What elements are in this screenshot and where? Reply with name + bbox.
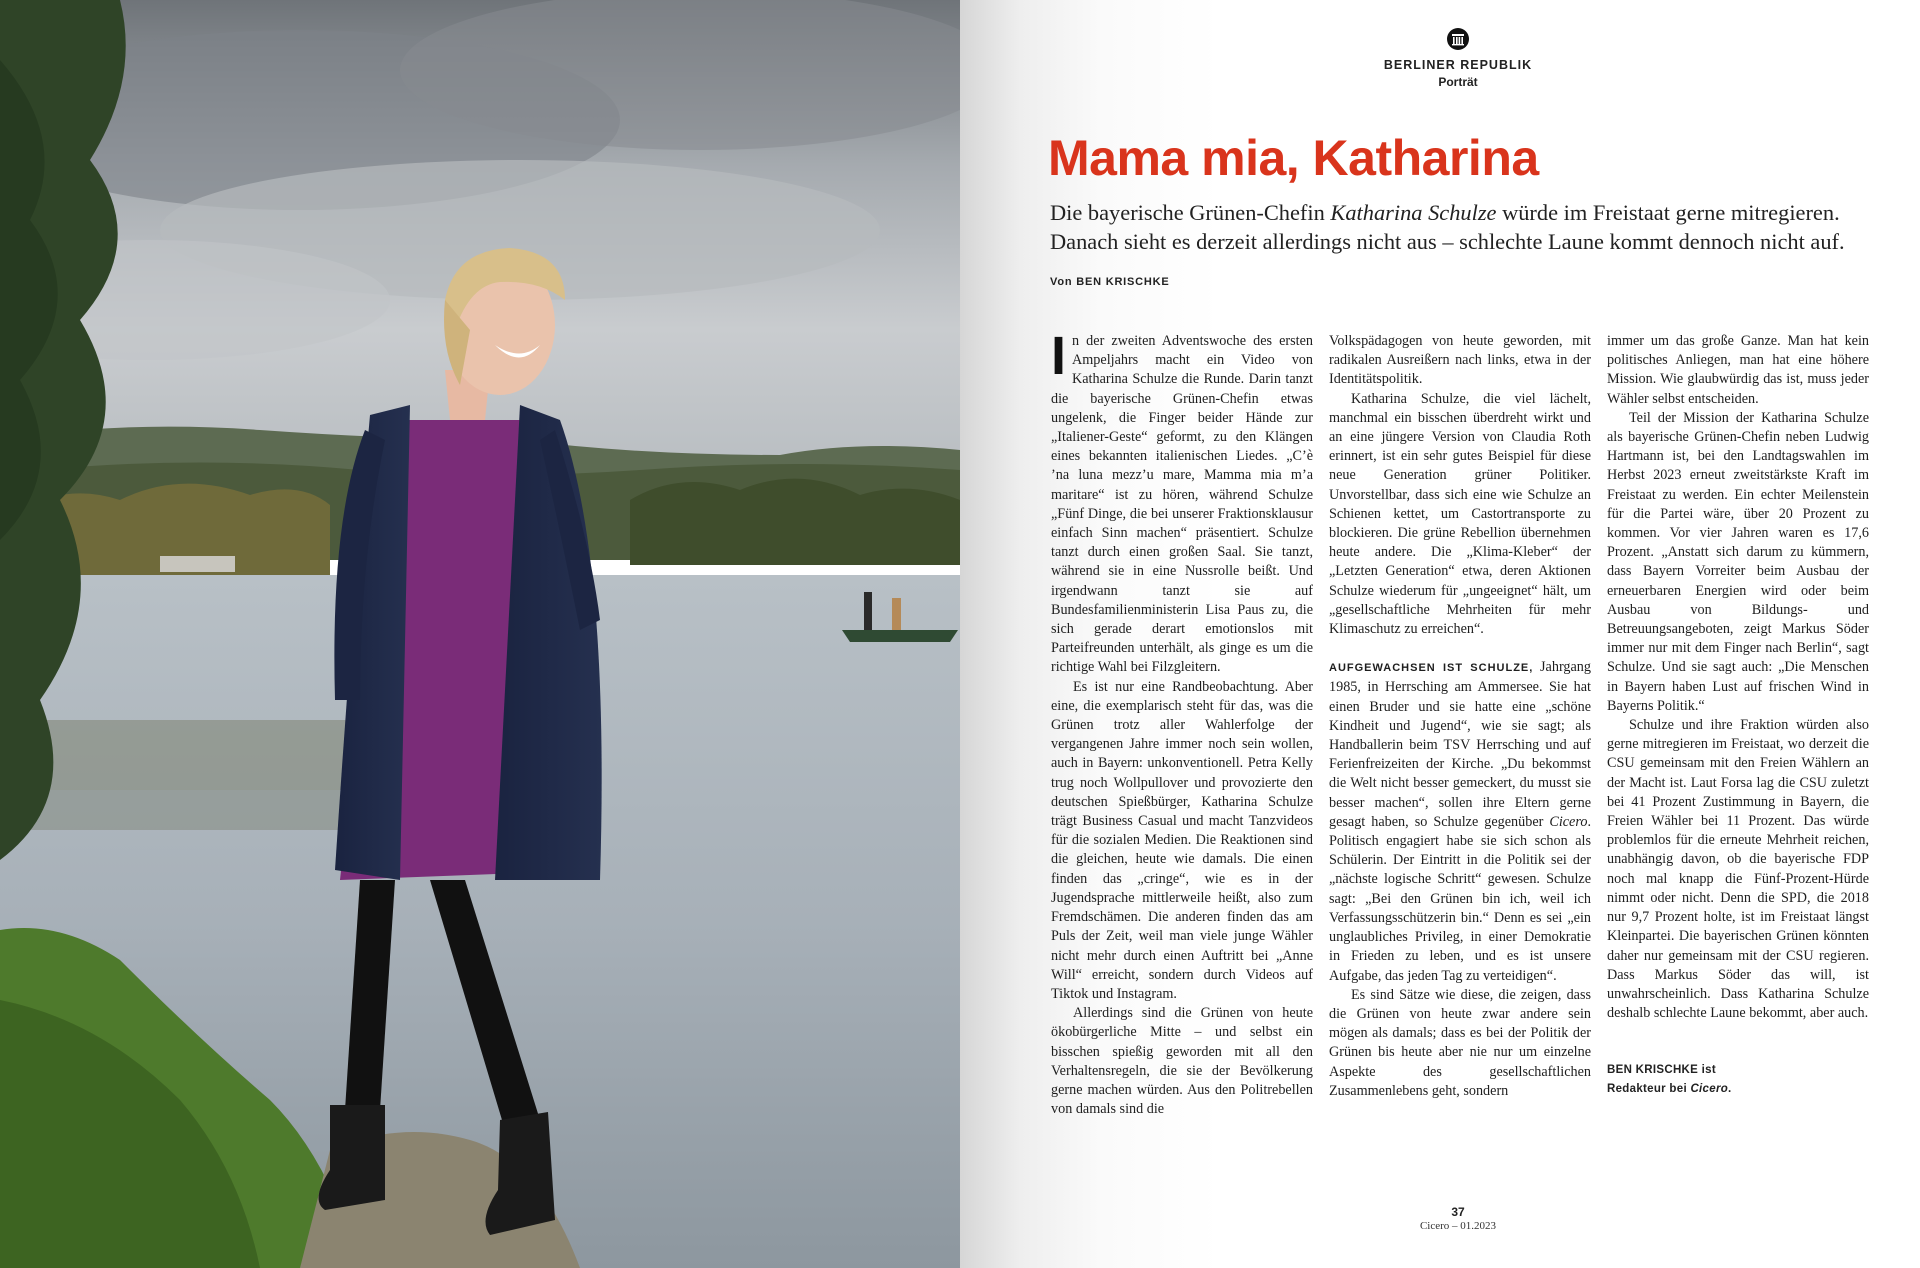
paragraph: Allerdings sind die Grünen von heute ökobürgerliche Mitte – und selbst ein bisschen spießig geworden mit all den Verhaltensregeln, die sie der Bevölkerung gerne machen würden. Aus den Politrebellen von damals sind die: [1051, 1005, 1313, 1118]
paragraph: [1329, 658, 1591, 985]
magazine-name: Cicero: [1690, 1083, 1729, 1096]
standfirst-line-1: [1050, 198, 1880, 227]
author-bio-line-1: BEN KRISCHKE ist: [1607, 1064, 1716, 1077]
article-column-3: [1607, 332, 1869, 1099]
drop-cap: I: [1051, 326, 1067, 386]
standfirst-line-2: Danach sieht es derzeit allerdings nicht aus – schlechte Laune kommt dennoch nicht auf.: [1050, 229, 1845, 254]
paragraph: Es sind Sätze wie diese, die zeigen, dass die Grünen von heute zwar andere sein mögen als damals; dass es bei der Politik der Grünen bis heute aber nie nur um einzelne Aspekte des gesellschaftlichen Zusammenlebens geht, sondern: [1329, 986, 1591, 1099]
run-in-heading: AUFGEWACHSEN IST SCHULZE,: [1329, 662, 1534, 675]
paragraph: Volkspädagogen von heute geworden, mit radikalen Ausreißern nach links, etwa in der Identitätspolitik.: [1329, 333, 1591, 388]
paragraph: [1051, 326, 1313, 678]
standfirst-name: Katharina Schulze: [1330, 200, 1497, 225]
page-number: 37: [1451, 1205, 1465, 1219]
bio-text: .: [1728, 1083, 1732, 1096]
brandenburg-gate-icon: [1447, 28, 1469, 50]
paragraph: immer um das große Ganze. Man hat kein politisches Anliegen, man hat eine höhere Mission. Wie glaubwürdig das ist, muss jeder Wähler selbst entscheiden.: [1607, 333, 1869, 407]
paragraph: Katharina Schulze, die viel lächelt, manchmal ein bisschen überdreht wirkt und an eine jüngere Version von Claudia Roth erinnert, ist ein sehr gutes Beispiel für diese neue Generation grüner Politiker. Unvorstellbar, dass sich eine wie Schulze an Schienen kettet, um Castortransporte zu blockieren. Die grüne Rebellion übernehmen heute andere. Die „Klima-Kleber“ der „Letzten Generation“ etwa, deren Aktionen Schulze wiederum für „ungeeignet“ hält, um „gesellschaftliche Mehrheiten für mehr Klimaschutz zu erreichen“.: [1329, 390, 1591, 638]
headline: Mama mia, Katharina: [1048, 130, 1539, 186]
standfirst-text: Die bayerische Grünen-Chefin: [1050, 200, 1331, 225]
paragraph-text: Jahrgang 1985, in Herrsching am Ammersee. Sie hat einen Bruder und sie hatte eine „schöne Kindheit und Jugend“, wie sie sagt; als Handballerin beim TSV Herrsching und auf Ferienfreizeiten der Kirche. „Du bekommst die Welt nicht besser gemeckert, du musst sie besser machen“, sollen ihre Eltern gerne gesagt haben, so Schulze gegenüber: [1329, 659, 1591, 830]
byline-author: BEN KRISCHKE: [1076, 276, 1170, 288]
article-column-1: [1051, 326, 1313, 1119]
magazine-name: Cicero: [1549, 813, 1588, 830]
author-bio: [1607, 1061, 1869, 1099]
section-name: BERLINER REPUBLIK: [1383, 58, 1533, 72]
issue-label: Cicero – 01.2023: [1419, 1220, 1497, 1232]
paragraph: Teil der Mission der Katharina Schulze als bayerische Grünen-Chefin neben Ludwig Hartmann ist, bei den Landtagswahlen im Herbst 2023 erneut zweitstärkste Kraft im Freistaat zu werden. Ein echter Meilenstein für die Partei wäre, über 20 Prozent zu kommen. Vor vier Jahren waren es 17,6 Prozent. „Anstatt sich darum zu kümmern, dass Bayern Vorreiter beim Ausbau der erneuerbaren Energien wird oder beim Ausbau von Bildungs- und Betreuungsangeboten, zeigt Markus Söder immer nur mit dem Finger nach Berlin“, sagt Schulze. Und sie sagt auch: „Die Menschen in Bayern haben Lust auf frischen Wind in Bayerns Politik.“: [1607, 409, 1869, 714]
standfirst: [1050, 198, 1880, 256]
author-bio-line-2: [1607, 1080, 1869, 1099]
byline: [1050, 276, 1170, 288]
section-subtitle: Porträt: [1438, 75, 1478, 89]
byline-prefix: Von: [1050, 276, 1073, 288]
article-column-2: [1329, 332, 1591, 1101]
standfirst-text: würde im Freistaat gerne mitregieren.: [1496, 200, 1840, 225]
bio-text: Redakteur bei: [1607, 1083, 1691, 1096]
paragraph-text: n der zweiten Adventswoche des ersten Ampeljahrs macht ein Video von Katharina Schulze die Runde. Darin tanzt die bayerische Grünen-Chefin etwas ungelenk, die Finger beider Hände zur „Italiener-Geste“ geformt, zu den Klängen eines bekannten italienischen Liedes. „C’è ’na luna mezz’u mare, Mamma mia m’a maritare“ ist zu hören, während Schulze „Fünf Dinge, die bei unserer Fraktionsklausur einfach Sinn machen“ präsentiert. Schulze tanzt durch einen großen Saal. Sie tanzt, während sie in eine Nussrolle beißt. Und irgendwann tanzt sie auf Bundesfamilienministerin Lisa Paus zu, die sich gerade derart emotionslos mit Parteifreunden unterhält, als ginge es um die richtige Wahl bei Filzgleitern.: [1051, 333, 1313, 676]
paragraph: Es ist nur eine Randbeobachtung. Aber eine, die exemplarisch steht für das, was die Grünen trotz aller Wahlerfolge der vergangenen Jahre immer noch sein wollen, auch in Bayern: unkonventionell. Petra Kelly trug noch Wollpullover und provozierte den deutschen Spießbürger, Katharina Schulze trägt Business Casual und macht Tanzvideos für die sozialen Medien. Die Reaktionen sind die gleichen, heute wie damals. Die einen finden das „cringe“, wie es in der Jugendsprache mittlerweile heißt, also zum Fremdschämen. Die anderen finden das am Puls der Zeit, weil man viele junge Wähler nicht mehr durch einen Auftritt bei „Anne Will“ erreicht, sondern durch Videos auf Tiktok und Instagram.: [1051, 678, 1313, 1002]
paragraph-text: . Politisch engagiert habe sie sich schon als Schülerin. Der Eintritt in die Politik sei der „nächste logische Schritt“ gewesen. Schulze sagt: „Bei den Grünen bin ich, weil ich Verfassungsschützerin bin.“ Denn es sei „ein unglaubliches Privileg, in einer Demokratie in Frieden zu leben, und es ist unsere Aufgabe, das jeden Tag zu verteidigen“.: [1329, 813, 1591, 984]
paragraph: Schulze und ihre Fraktion würden also gerne mitregieren im Freistaat, wo derzeit die CSU gemeinsam mit den Freien Wählern an der Macht ist. Laut Forsa lag die CSU zuletzt bei 41 Prozent Zustimmung in Bayern, die Freien Wähler bei 11 Prozent. Das würde problemlos für die erneute Mehrheit reichen, unabhängig davon, ob die bayerische FDP noch mal knapp die Fünf-Prozent-Hürde nimmt oder nicht. Denn die SPD, die 2018 nur 9,7 Prozent holte, ist im Freistaat längst Kleinpartei. Die bayerischen Grünen könnten daher nur gemeinsam mit der CSU regieren. Dass Markus Söder das will, ist unwahrscheinlich. Dass Katharina Schulze deshalb schlechte Laune bekommt, aber auch.: [1607, 717, 1869, 1022]
